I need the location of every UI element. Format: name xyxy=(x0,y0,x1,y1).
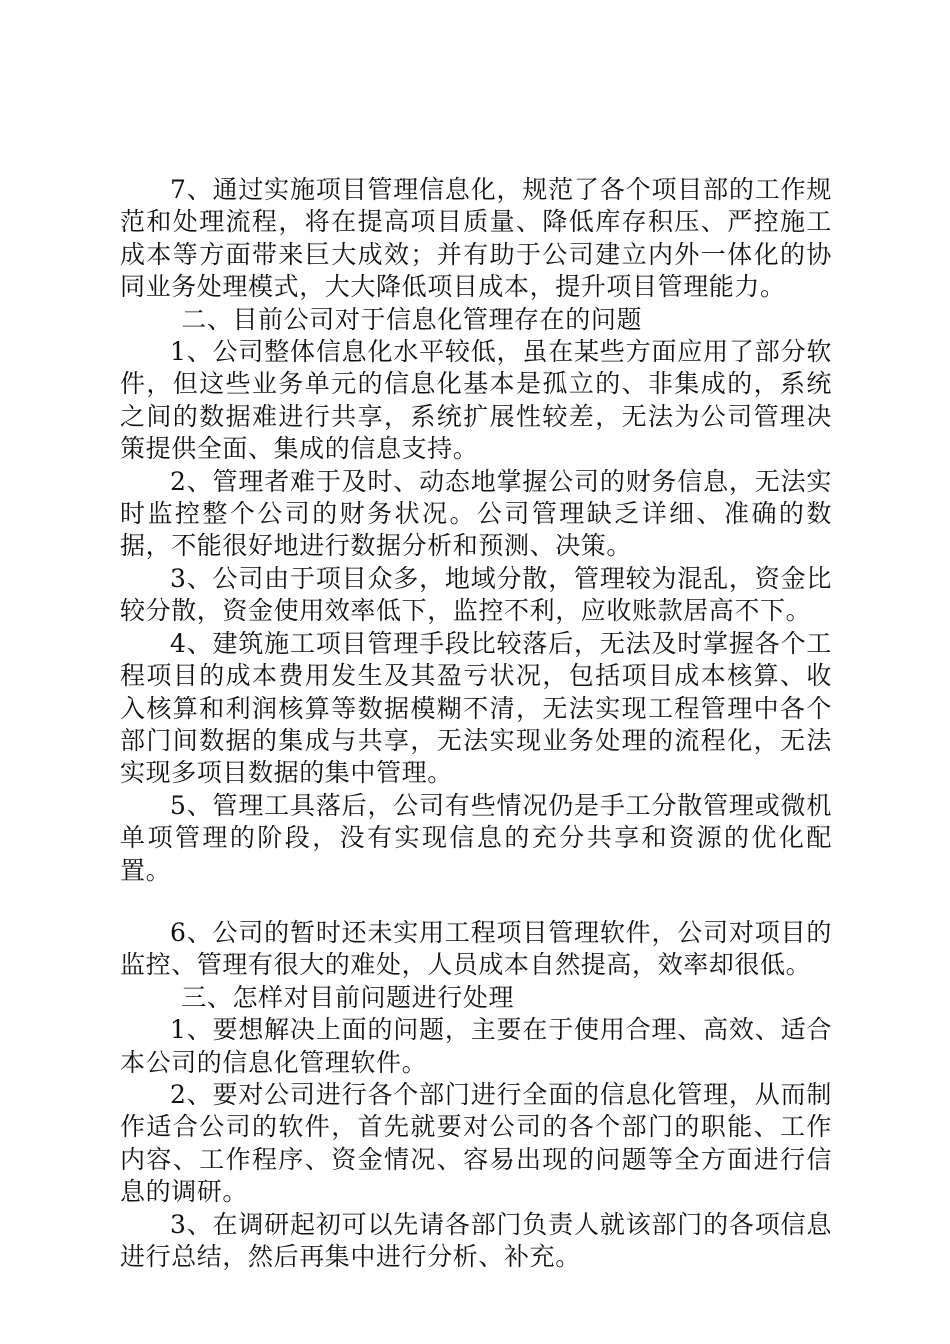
section-heading-3: 三、怎样对目前问题进行处理 xyxy=(181,982,515,1012)
paragraph-problem-1: 1、公司整体信息化水平较低，虽在某些方面应用了部分软件，但这些业务单元的信息化基本是孤立的、非集成的，系统之间的数据难进行共享，系统扩展性较差，无法为公司管理决策提供全面、集成的信息支持。 xyxy=(120,337,832,464)
paragraph-problem-3: 3、公司由于项目众多，地域分散，管理较为混乱，资金比较分散，资金使用效率低下，监控不利，应收账款居高不下。 xyxy=(120,563,832,626)
paragraph-solution-3: 3、在调研起初可以先请各部门负责人就该部门的各项信息进行总结，然后再集中进行分析、补充。 xyxy=(120,1209,832,1271)
paragraph-solution-1: 1、要想解决上面的问题，主要在于使用合理、高效、适合本公司的信息化管理软件。 xyxy=(120,1015,832,1077)
document-body xyxy=(120,174,832,1273)
paragraph-problem-6: 6、公司的暂时还未实用工程项目管理软件，公司对项目的监控、管理有很大的难处，人员成本自然提高，效率却很低。 xyxy=(120,917,832,980)
paragraph-7-project-informatization: 7、通过实施项目管理信息化，规范了各个项目部的工作规范和处理流程，将在提高项目质量、降低库存积压、严控施工成本等方面带来巨大成效；并有助于公司建立内外一体化的协同业务处理模式，大大降低项目成本，提升项目管理能力。 xyxy=(120,175,832,302)
paragraph-solution-2: 2、要对公司进行各个部门进行全面的信息化管理，从而制作适合公司的软件，首先就要对公司的各个部门的职能、工作内容、工作程序、资金情况、容易出现的问题等全方面进行信息的调研。 xyxy=(120,1079,832,1207)
paragraph-problem-2: 2、管理者难于及时、动态地掌握公司的财务信息，无法实时监控整个公司的财务状况。公司管理缺乏详细、准确的数据，不能很好地进行数据分析和预测、决策。 xyxy=(120,466,832,561)
paragraph-problem-5: 5、管理工具落后，公司有些情况仍是手工分散管理或微机单项管理的阶段，没有实现信息的充分共享和资源的优化配置。 xyxy=(120,790,832,885)
section-heading-2: 二、目前公司对于信息化管理存在的问题 xyxy=(181,304,643,334)
paragraph-problem-4: 4、建筑施工项目管理手段比较落后，无法及时掌握各个工程项目的成本费用发生及其盈亏状况，包括项目成本核算、收入核算和利润核算等数据模糊不清，无法实现工程管理中各个部门间数据的集成与共享，无法实现业务处理的流程化，无法实现多项目数据的集中管理。 xyxy=(120,628,832,788)
